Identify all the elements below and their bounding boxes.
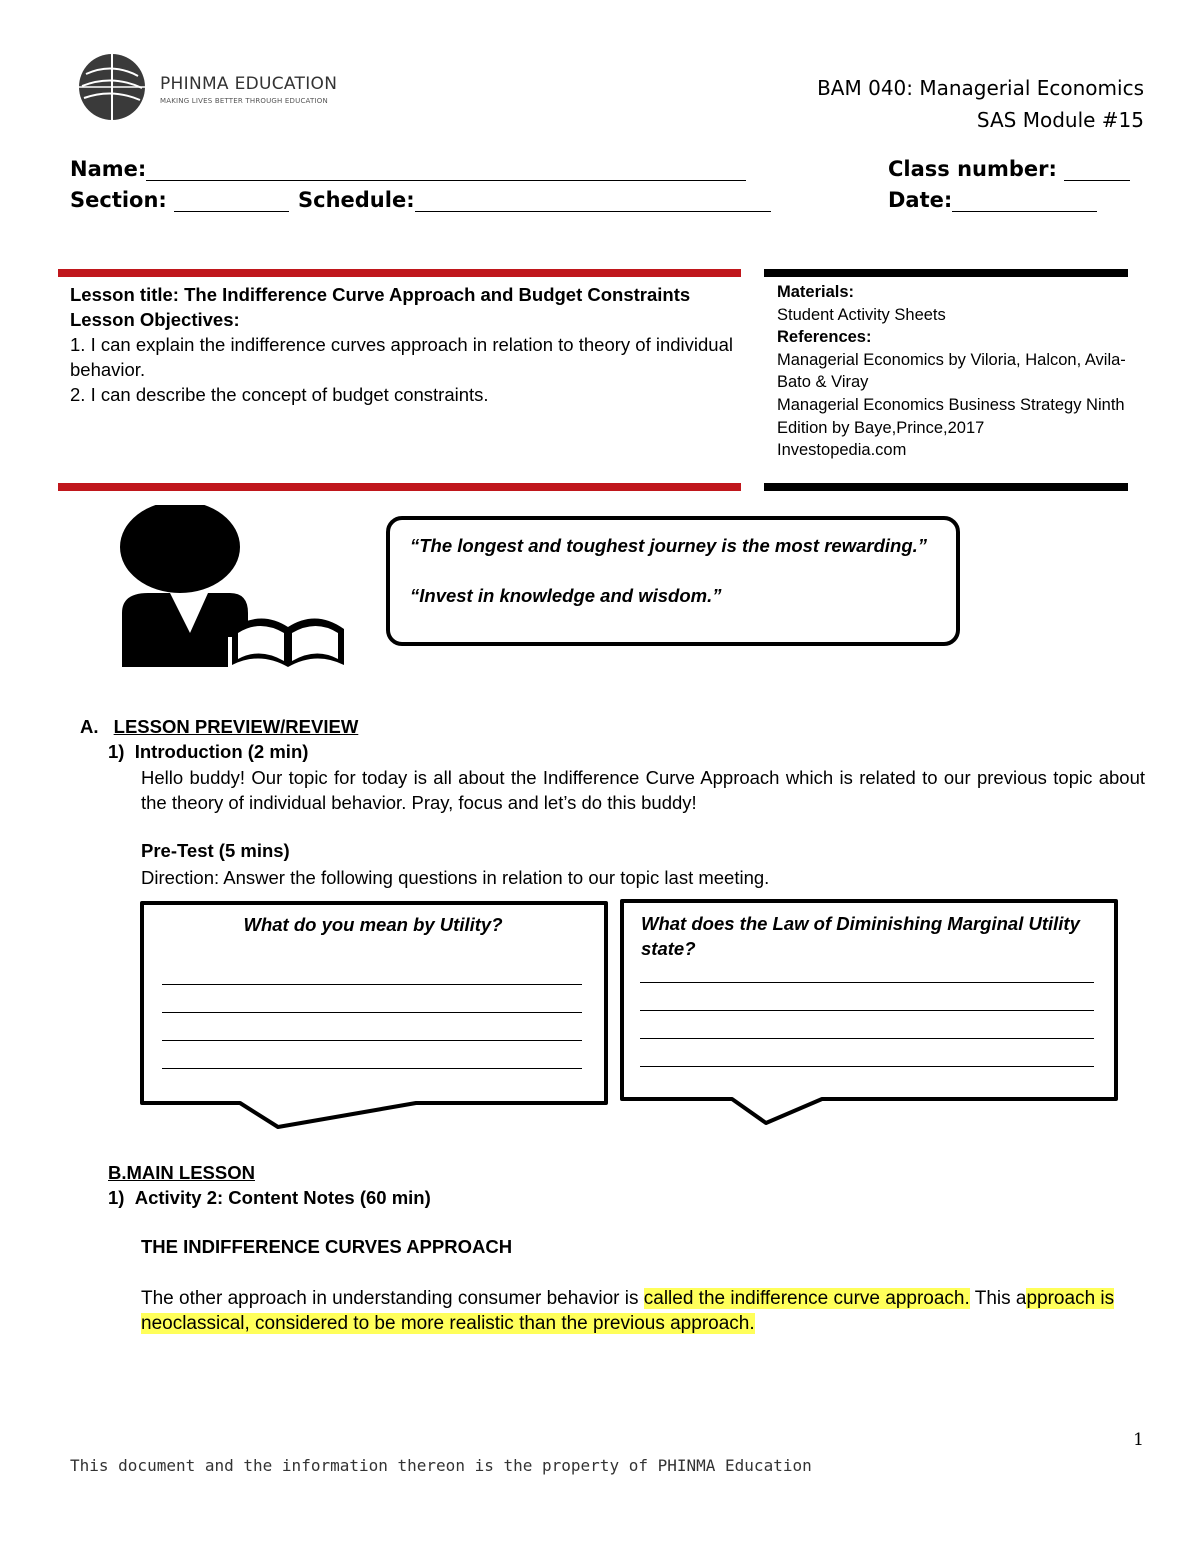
question-2-answer-line[interactable]: [640, 982, 1094, 983]
lesson-top-bar: [58, 269, 741, 277]
section-field[interactable]: [70, 188, 289, 212]
section-label: Section:: [70, 188, 167, 212]
reference-3: Investopedia.com: [777, 441, 907, 460]
schedule-label: Schedule:: [298, 188, 415, 212]
materials-info: [777, 281, 1127, 462]
class-number-field[interactable]: [888, 157, 1130, 181]
module-number: SAS Module #15: [976, 108, 1144, 132]
highlight-2: pproach is neoclassical, considered to be more realistic than the previous approach.: [141, 1288, 1115, 1334]
quote-line-1: “The longest and toughest journey is the most rewarding.”: [410, 535, 928, 556]
section-a-letter: A.: [80, 716, 99, 737]
main-paragraph: [141, 1286, 1147, 1336]
pretest-heading: Pre-Test (5 mins): [141, 840, 290, 861]
question-1-text: What do you mean by Utility?: [243, 914, 503, 935]
objective-1: 1. I can explain the indifference curves approach in relation to theory of individual behavior.: [70, 334, 733, 380]
name-field[interactable]: [70, 157, 746, 181]
person-reading-icon: [120, 505, 350, 675]
intro-heading: 1) Introduction (2 min): [108, 741, 309, 762]
question-1-answer-line[interactable]: [162, 1068, 582, 1069]
lesson-info: [70, 282, 735, 407]
question-1-answer-line[interactable]: [162, 1012, 582, 1013]
lesson-title-prefix: Lesson title:: [70, 284, 185, 305]
quote-line-2: “Invest in knowledge and wisdom.”: [410, 585, 722, 606]
materials-label: Materials:: [777, 283, 855, 301]
class-number-line[interactable]: [1064, 160, 1130, 181]
section-line[interactable]: [174, 191, 289, 212]
schedule-field[interactable]: [298, 188, 771, 212]
reference-2: Managerial Economics Business Strategy Ninth Edition by Baye,Prince,2017: [777, 395, 1125, 437]
class-number-label: Class number:: [888, 157, 1057, 181]
indifference-subheading: THE INDIFFERENCE CURVES APPROACH: [141, 1236, 513, 1257]
activity-heading: 1) Activity 2: Content Notes (60 min): [108, 1187, 431, 1208]
question-1-answer-line[interactable]: [162, 984, 582, 985]
section-a-title: LESSON PREVIEW/REVIEW: [113, 716, 359, 737]
section-b-title: B.MAIN LESSON: [108, 1162, 255, 1183]
paragraph-mid: This a: [969, 1288, 1027, 1309]
materials-bottom-bar: [764, 483, 1128, 491]
materials-value: Student Activity Sheets: [777, 305, 946, 324]
references-label: References:: [777, 328, 872, 347]
paragraph-start: The other approach in understanding consumer behavior is: [141, 1288, 644, 1309]
quote-text: [410, 534, 940, 608]
question-1-answer-line[interactable]: [162, 1040, 582, 1041]
lesson-bottom-bar: [58, 483, 741, 491]
question-2-answer-line[interactable]: [640, 1038, 1094, 1039]
objective-2: 2. I can describe the concept of budget constraints.: [70, 384, 489, 405]
date-line[interactable]: [952, 191, 1097, 212]
page-number: 1: [1133, 1430, 1144, 1450]
objectives-label: [70, 307, 735, 332]
question-2-text: What does the Law of Diminishing Marginal Utility state?: [641, 913, 1080, 959]
section-a-heading: [80, 716, 358, 738]
question-2-answer-line[interactable]: [640, 1010, 1094, 1011]
lesson-title: [70, 282, 735, 307]
intro-text: Hello buddy! Our topic for today is all about the Indifference Curve Approach which is related to our previous topic about the theory of individual behavior. Pray, focus and let’s do this buddy!: [141, 767, 1145, 813]
date-field[interactable]: [888, 188, 1097, 212]
logo-tagline: MAKING LIVES BETTER THROUGH EDUCATION: [160, 97, 328, 105]
highlight-1: called the indifference curve approach.: [643, 1288, 970, 1309]
reference-1: Managerial Economics by Viloria, Halcon, Avila-Bato & Viray: [777, 350, 1126, 392]
date-label: Date:: [888, 188, 953, 212]
objectives-label-text: Lesson Objectives:: [70, 309, 240, 330]
lesson-title-text: The Indifference Curve Approach and Budget Constraints: [184, 284, 691, 305]
question-2-answer-line[interactable]: [640, 1066, 1094, 1067]
course-title: BAM 040: Managerial Economics: [817, 76, 1144, 100]
name-line[interactable]: [146, 160, 746, 181]
footer-notice: This document and the information thereon is the property of PHINMA Education: [70, 1456, 812, 1475]
course-header: [817, 72, 1144, 136]
pretest-direction: Direction: Answer the following questions in relation to our topic last meeting.: [141, 867, 770, 888]
name-label: Name:: [70, 157, 147, 181]
logo-name: PHINMA EDUCATION: [160, 74, 338, 94]
materials-top-bar: [764, 269, 1128, 277]
schedule-line[interactable]: [415, 191, 771, 212]
